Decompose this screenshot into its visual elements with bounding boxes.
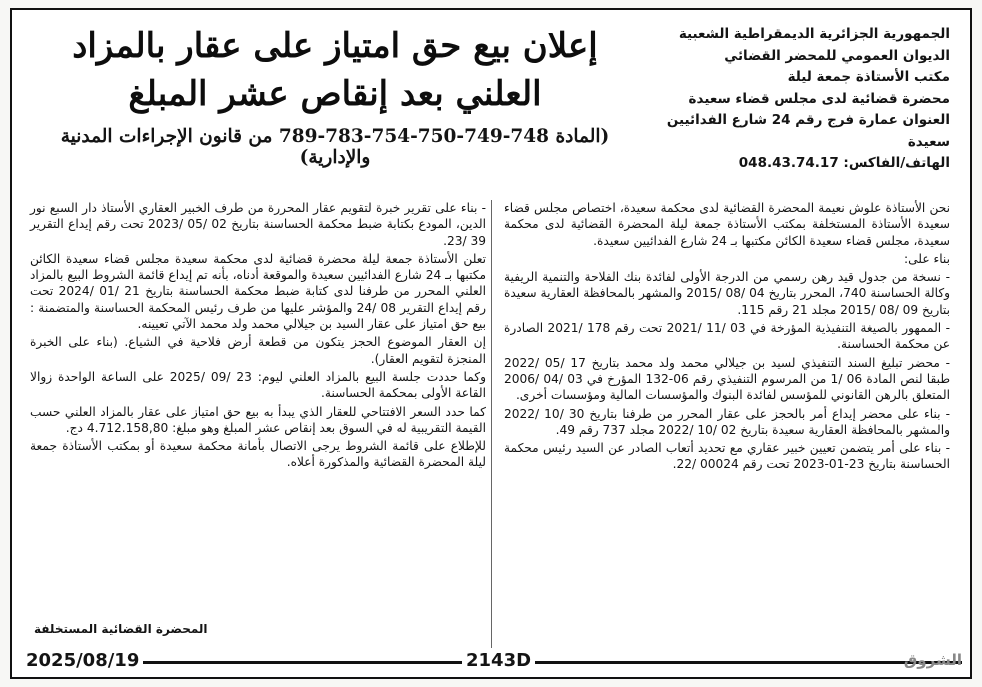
- header-line-office: الديوان العمومي للمحضر القضائي: [724, 47, 950, 64]
- paragraph: تعلن الأستاذة جمعة ليلة محضرة قضائية لدى محكمة سعيدة مجلس قضاء سعيدة الكائن مكتبها بـ 24 شارع الفدائيين سعيدة والموقعة أدناه، بأنه تم إيداع قائمة الشروط البيع بالمزاد العلني المحرر من طرفنا لدى كتابة ضبط محكمة الحساسنة بتاريخ 21 /01 /2024 تحت رقم إيداع التقرير 08 /24 والمؤشر عليها من طرف رئيس المحكمة الحساسنة والمتضمنة : بيع حق امتياز على عقار السيد بن جيلالي محمد ولد محمد الآتي تعيينه.: [30, 251, 487, 332]
- footer-bar: [12, 650, 970, 674]
- header-line-address: العنوان عمارة فرج رقم 24 شارع الفدائيين سعيدة: [666, 112, 950, 150]
- paragraph: وكما حددت جلسة البيع بالمزاد العلني ليوم: 23 /09 /2025 على الساعة الواحدة زوالا القاعة الأولى بمحكمة الحساسنة.: [30, 369, 486, 401]
- paragraph: - نسخة من جدول قيد رهن رسمي من الدرجة الأولى لفائدة بنك الفلاحة والتنمية الريفية وكالة الحساسنة 740، المحرر بتاريخ 04 /08 /2015 والمشهر بالمحافظة العقارية سعيدة بتاريخ 09 /08 /2015 مجلد 21 رقم 115.: [504, 270, 951, 317]
- announcement-page: [10, 8, 972, 679]
- paragraph: نحن الأستاذة علوش نعيمة المحضرة القضائية لدى محكمة سعيدة، اختصاص مجلس قضاء سعيدة الأستاذة المستخلفة بمكتب الأستاذة جمعة ليلة المحضرة القضائية لدى محكمة سعيدة، مجلس قضاء سعيدة الكائن مكتبها بـ 24 شارع الفدائيين سعيدة.: [504, 201, 950, 248]
- paragraph: - بناء على تقرير خبرة لتقويم عقار المحررة من طرف الخبير العقاري الأستاذ دار السبع نور الدين، المودع بكتابة ضبط محكمة الحساسنة بتاريخ 02 /05 /2023 تحت رقم إيداع التقرير 39 /23.: [30, 201, 487, 248]
- paragraph: - بناء على محضر إيداع أمر بالحجز على عقار المحرر من طرفنا بتاريخ 30 /10 /2022 والمشهر بالمحافظة العقارية سعيدة بتاريخ 02 /10 /2022 مجلد 737 رقم 49.: [504, 406, 950, 437]
- header-line-phone: الهاتف/الفاكس: 048.43.74.17: [738, 155, 950, 171]
- paragraph: إن العقار الموضوع الحجز يتكون من قطعة أرض فلاحية في الشياع. (بناء على الخبرة المنجزة لتقويم العقار).: [30, 335, 486, 366]
- footer-date: 2025/08/19: [22, 650, 143, 671]
- signature-line: المحضرة القضائية المستخلفة: [34, 622, 208, 636]
- headline-block: [30, 22, 640, 168]
- header-line-court: محضرة قضائية لدى مجلس قضاء سعيدة: [688, 90, 950, 107]
- paragraph: للإطلاع على قائمة الشروط يرجى الاتصال بأمانة محكمة سعيدة أو بمكتب الأستاذة جمعة ليلة المحضرة القضائية والمذكورة أعلاه.: [30, 439, 486, 470]
- footer-ad-number: 2143D: [462, 650, 535, 671]
- paragraph: - محضر تبليغ السند التنفيذي لسيد بن جيلالي محمد ولد محمد بتاريخ 17 /05 /2022 طبقا لنص المادة 06 /1 من المرسوم التنفيذي رقم 06-132 المؤرخ في 03 /04 /2006 المتعلق بالرهن القانوني للمؤسس لفائدة البنوك والمؤسسات المالية ومؤسسات أخرى.: [504, 355, 951, 403]
- paragraph: كما حدد السعر الافتتاحي للعقار الذي يبدأ به بيع حق امتياز على عقار بالمزاد العلني حسب القيمة التقريبية له في السوق بعد إنقاص عشر المبلغ وهو مبلغ: 4.712.158,80 دج.: [30, 404, 486, 435]
- paragraph: - بناء على أمر يتضمن تعيين خبير عقاري مع تحديد أتعاب الصادر عن السيد رئيس محكمة الحساسنة بتاريخ 23-01-2023 تحت رقم 00024 /22.: [504, 441, 950, 472]
- header-line-bailiff-office: مكتب الأستاذة جمعة ليلة: [787, 69, 950, 85]
- headline-line-1: إعلان بيع حق امتياز على عقار بالمزاد: [72, 26, 598, 66]
- header-line-republic: الجمهورية الجزائرية الديمقراطية الشعبية: [678, 26, 950, 42]
- paragraph: بناء على:: [904, 251, 950, 266]
- body-column-left: [30, 200, 486, 473]
- headline-line-2: العلني بعد إنقاص عشر المبلغ: [128, 74, 542, 114]
- paragraph: - الممهور بالصيغة التنفيذية المؤرخة في 03 /11 /2021 تحت رقم 178 /2021 الصادرة عن محكمة الحساسنة.: [504, 321, 950, 352]
- column-divider: [491, 200, 492, 648]
- newspaper-logo: الشروق: [903, 651, 962, 669]
- body-column-right: [504, 200, 950, 475]
- headline-subtitle: (المادة 748-749-750-754-783-789 من قانون الإجراءات المدنية والإدارية): [60, 126, 610, 168]
- authority-header: [632, 24, 950, 175]
